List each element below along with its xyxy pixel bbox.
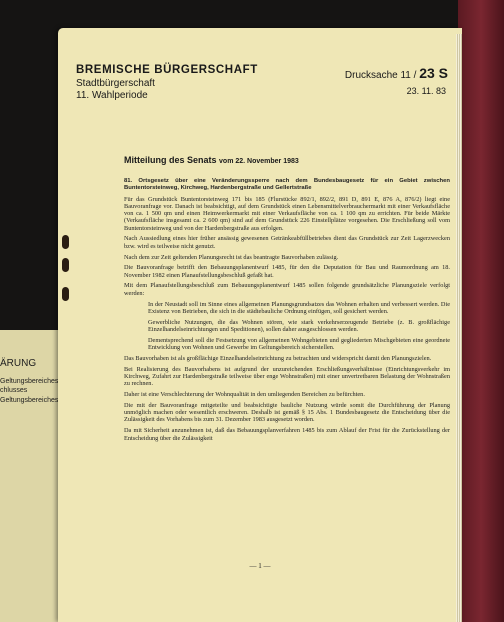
election-period: 11. Wahlperiode [76,90,148,101]
indented-paragraph: Gewerbliche Nutzungen, die das Wohnen stören, wie stark verkehrserzeugende Betriebe (z. B. großflächige Einzelhandelseinrichtungen und Speditionen), sollen daher ausgeschlossen werden. [148,318,450,333]
title-date: vom 22. November 1983 [219,158,299,165]
drucksache-id: 23 S [419,65,448,81]
body-paragraph: Mit dem Planaufstellungsbeschluß zum Bebauungsplanentwurf 1485 sollen folgende grundsätzliche Planungsziele verfolgt werden: [124,282,450,297]
indented-paragraph: In der Neustadt soll im Sinne eines allgemeinen Planungsgrundsatzes das Wohnen erhalten und verbessert werden. Die Existenz von Betrieben, die sich in die städtebauliche Ordnung einfügen, soll gesichert werden. [148,300,450,315]
document-page [58,28,462,622]
page-stack-edge [456,34,462,622]
body-paragraph: Bei Realisierung des Bauvorhabens ist aufgrund der unzureichenden Erschließungsverhältnisse (Einrichtungsverkehr im Kirchweg, Zufahrt zur Hardenbergstraße teilweise über enge Wohnstraßen) mit einer unvertretbaren Belastung der Wohnstraßen zu rechnen. [124,365,450,388]
left-page [0,330,62,622]
indented-paragraph: Dementsprechend soll die Festsetzung von allgemeinen Wohngebieten und gegliederten Mischgebieten eine geordnete Entwicklung von Wohnen und Gewerbe im Geltungsbereich sicherstellen. [148,336,450,352]
page-number: — 1 — [249,562,271,570]
punch-hole [62,287,69,301]
subject-paragraph: 81. Ortsgesetz über eine Veränderungssperre nach dem Bundesbaugesetz für ein Gebiet zwischen Buntentorsteinweg, Kirchweg, Hardenbergstraße und Gellertstraße [124,178,450,191]
left-page-heading: ÄRUNG [0,358,37,369]
body-paragraph: Da mit Sicherheit anzunehmen ist, daß das Bebauungsplanverfahren 1485 bis zum Ablauf der Frist für die Zurückstellung der Entscheidung über die Zulässigkeit [124,427,450,442]
body-paragraph: Das Bauvorhaben ist als großflächige Einzelhandelseinrichtung zu betrachten und widerspricht damit den Planungszielen. [124,354,432,362]
left-page-line: Geltungsbereiches [0,378,59,385]
punch-hole [62,258,69,272]
body-paragraph: Nach Aussiedlung eines hier früher ansässig gewesenen Getränkeabfüllbetriebes dient das Grundstück zur Zeit Lagerzwecken bzw. wird es teilweise nicht genutzt. [124,235,450,250]
body-paragraph: Für das Grundstück Buntentorsteinweg 171 bis 185 (Flurstücke 892/1, 892/2, 891 D, 891 E, 876 A, 876/2) liegt eine Bauvoranfrage vor. Danach ist beabsichtigt, auf dem Grundstück einen Lebensmittelverbrauchermarkt mit einer Verkaufsfläche von ca. 1 500 qm und einen Heimwerkermarkt mit einer Verkaufsfläche von ca. 1 100 qm zu errichten. Für beide Märkte (Verkaufsfläche insgesamt ca. 2 600 qm) sind auf dem Grundstück 226 Einstellplätze vorgesehen. Die Erschließung soll vom Buntentorsteinweg und von der Hardenbergstraße aus erfolgen. [124,195,450,232]
left-page-line: Geltungsbereiches [0,397,59,404]
document-date: 23. 11. 83 [406,86,446,96]
body-paragraph: Daher ist eine Verschlechterung der Wohnqualität in den umliegenden Bereichen zu befürchten. [124,391,365,399]
body-paragraph: Nach dem zur Zeit geltenden Planungsrecht ist das beantragte Bauvorhaben zulässig. [124,253,339,261]
drucksache-label: Drucksache 11 / [344,70,417,81]
body-paragraph: Die mit der Bauvoranfrage mitgeteilte und beabsichtigte bauliche Nutzung würde somit die Durchführung der Planung unmöglich machen oder wesentlich erschweren. Deshalb ist gemäß § 15 Abs. 1 Bundesbaugesetz die Entscheidung über die Zulässigkeit des Vorhabens bis zum 31. Dezember 1983 ausgesetzt worden. [124,401,450,424]
binder-cover [458,0,504,622]
chamber-name: Stadtbürgerschaft [76,78,155,89]
org-name: BREMISCHE BÜRGERSCHAFT [76,64,258,76]
punch-hole [62,235,69,249]
document-body [124,178,450,445]
drucksache-number [345,65,448,81]
title-main: Mitteilung des Senats [124,155,217,165]
document-title [124,155,299,165]
left-page-line: chlusses [0,387,28,394]
body-paragraph: Die Bauvoranfrage betrifft den Bebauungsplanentwurf 1485, für den die Deputation für Bau und Raumordnung am 18. November 1982 einen Planaufstellungsbeschluß gefaßt hat. [124,264,450,279]
